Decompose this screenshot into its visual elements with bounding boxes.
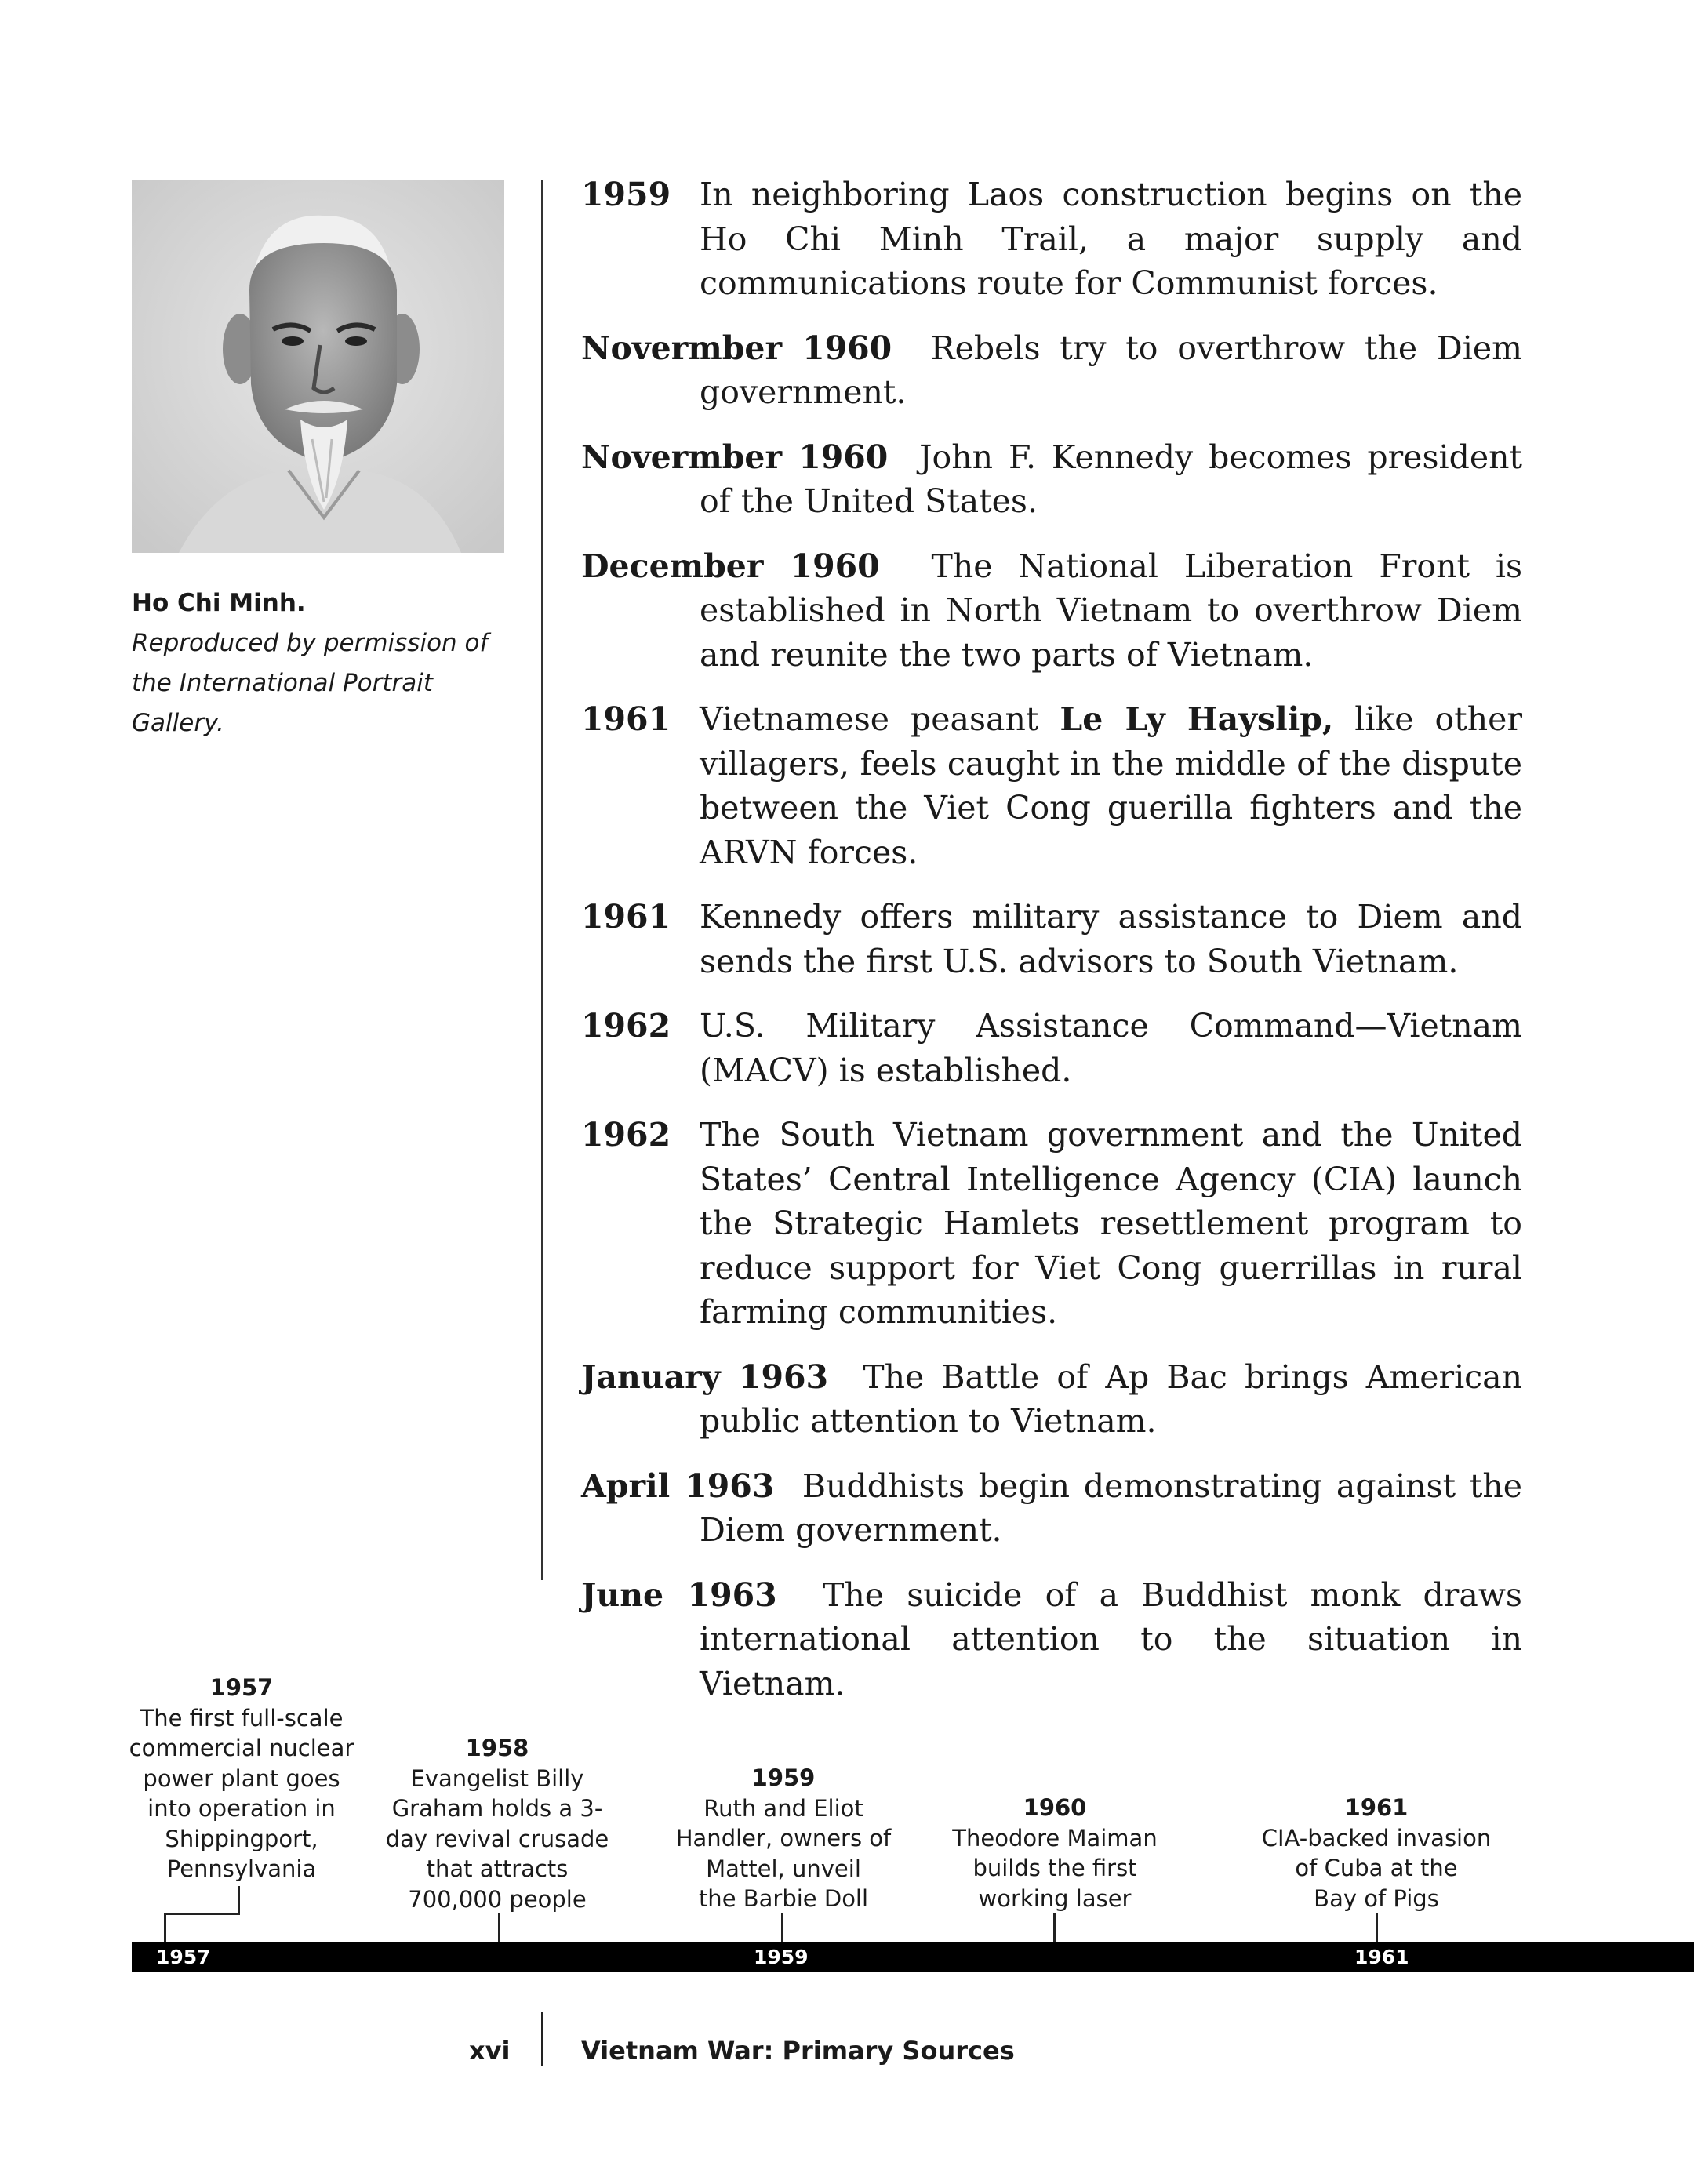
timeline-event-1958 xyxy=(380,1733,615,1914)
entry-date: January 1963 xyxy=(581,1357,829,1396)
timeline-event-line: Ruth and Eliot xyxy=(703,1794,863,1822)
entry-text: U.S. Military Assistance Command—Vietnam (MACV) is established. xyxy=(700,1007,1522,1089)
entry-date: June 1963 xyxy=(581,1575,777,1614)
entry-text: Buddhists begin demonstrating against the Diem government. xyxy=(700,1466,1522,1549)
timeline-event-line: Shippingport, xyxy=(165,1825,318,1852)
chronology-entry xyxy=(581,544,1522,678)
timeline-event-1960 xyxy=(937,1793,1172,1913)
chronology-entry xyxy=(581,697,1522,874)
timeline-event-line: working laser xyxy=(978,1884,1132,1912)
timeline-event-line: Theodore Maiman xyxy=(952,1824,1158,1851)
entry-text: Rebels try to overthrow the Diem government. xyxy=(700,329,1522,411)
chronology-entry xyxy=(581,1464,1522,1553)
timeline-event-line: Pennsylvania xyxy=(166,1855,317,1882)
timeline-event-line: Evangelist Billy xyxy=(410,1764,584,1792)
caption-title: Ho Chi Minh. xyxy=(132,589,306,617)
caption-credit-line: Reproduced by permission of xyxy=(132,629,489,657)
timeline-event-year: 1959 xyxy=(751,1764,816,1791)
footer-divider xyxy=(541,2012,543,2066)
entry-date: December 1960 xyxy=(581,547,880,585)
timeline-connector xyxy=(238,1886,240,1914)
chronology-entry xyxy=(581,173,1522,306)
timeline-event-year: 1960 xyxy=(1023,1794,1087,1821)
chronology-entry xyxy=(581,326,1522,415)
timeline-event-line: 700,000 people xyxy=(408,1885,587,1913)
entry-text xyxy=(700,697,1522,874)
timeline-bar xyxy=(132,1942,1694,1972)
timeline-tick xyxy=(164,1913,166,1942)
timeline-tick xyxy=(498,1913,500,1942)
entry-text-before: Vietnamese peasant xyxy=(700,700,1039,738)
chronology-entry xyxy=(581,1355,1522,1444)
ho-chi-minh-portrait xyxy=(132,180,504,553)
timeline-event-line: that attracts xyxy=(426,1855,569,1882)
entry-text: The South Vietnam government and the United States’ Central Intelligence Agency (CIA) launch the Strategic Hamlets resettlement program to reduce support for Viet Cong guerrillas in rural farming communities. xyxy=(700,1116,1522,1331)
entry-date: 1962 xyxy=(581,1116,671,1154)
entry-date: Novermber 1960 xyxy=(581,329,892,367)
timeline-event-year: 1958 xyxy=(465,1735,529,1761)
chronology-entry xyxy=(581,895,1522,983)
timeline-tick xyxy=(781,1913,783,1942)
timeline-event-line: power plant goes xyxy=(143,1764,340,1792)
entry-text: The suicide of a Buddhist monk draws international attention to the situation in Vietnam. xyxy=(700,1575,1522,1703)
chronology-entry xyxy=(581,1004,1522,1092)
timeline-event-line: day revival crusade xyxy=(385,1825,609,1852)
timeline-event-line: CIA-backed invasion xyxy=(1261,1824,1492,1851)
timeline-bar-label: 1961 xyxy=(1354,1946,1409,1968)
timeline-event-line: Handler, owners of xyxy=(675,1825,892,1851)
entry-person-name: Le Ly Hayslip, xyxy=(1060,700,1334,738)
entry-text: Kennedy offers military assistance to Diem and sends the first U.S. advisors to South Vietnam. xyxy=(700,898,1522,980)
chronology-entry xyxy=(581,1573,1522,1706)
timeline-event-1959 xyxy=(666,1763,901,1914)
entry-date: 1959 xyxy=(581,176,671,213)
entry-text: The Battle of Ap Bac brings American public attention to Vietnam. xyxy=(700,1357,1522,1440)
chronology-entry xyxy=(581,1113,1522,1335)
timeline-event-line: builds the first xyxy=(972,1855,1137,1881)
timeline-bar-label: 1957 xyxy=(156,1946,211,1968)
timeline-event-line: of Cuba at the xyxy=(1295,1855,1458,1881)
entry-date: April 1963 xyxy=(581,1466,775,1505)
timeline-event-line: commercial nuclear xyxy=(129,1735,354,1761)
timeline-event-year: 1961 xyxy=(1344,1794,1409,1821)
photo-caption xyxy=(132,583,500,743)
timeline-bar-label: 1959 xyxy=(754,1946,809,1968)
timeline-event-line: Graham holds a 3- xyxy=(391,1795,603,1822)
caption-credit-line: the International Portrait xyxy=(132,669,434,697)
timeline-event-1961 xyxy=(1251,1793,1502,1913)
entry-date: Novermber 1960 xyxy=(581,438,889,476)
chronology-list xyxy=(581,173,1522,1726)
timeline-event-1957 xyxy=(124,1673,359,1884)
timeline-event-line: Mattel, unveil xyxy=(706,1855,861,1882)
page-number: xvi xyxy=(469,2036,511,2066)
timeline-event-year: 1957 xyxy=(209,1674,274,1701)
book-title: Vietnam War: Primary Sources xyxy=(581,2036,1015,2066)
entry-date: 1961 xyxy=(581,898,671,936)
entry-text: John F. Kennedy becomes president of the United States. xyxy=(700,438,1522,520)
column-divider xyxy=(541,180,543,1580)
timeline-tick xyxy=(1376,1913,1378,1942)
entry-date: 1962 xyxy=(581,1007,671,1045)
entry-date: 1961 xyxy=(581,700,671,738)
chronology-entry xyxy=(581,435,1522,524)
entry-text: The National Liberation Front is established in North Vietnam to overthrow Diem and reunite the two parts of Vietnam. xyxy=(700,547,1523,674)
timeline-tick xyxy=(1053,1913,1056,1942)
timeline-connector xyxy=(164,1913,240,1915)
timeline-event-line: into operation in xyxy=(147,1795,336,1822)
timeline-event-line: The first full-scale xyxy=(140,1704,344,1732)
caption-credit-line: Gallery. xyxy=(132,709,224,737)
timeline-event-line: Bay of Pigs xyxy=(1314,1884,1439,1912)
timeline-event-line: the Barbie Doll xyxy=(698,1885,869,1912)
entry-text: In neighboring Laos construction begins on the Ho Chi Minh Trail, a major supply and communications route for Communist forces. xyxy=(700,176,1522,302)
entry-text-after: like other villagers, feels caught in the middle of the dispute between the Viet Cong guerilla fighters and the ARVN forces. xyxy=(700,700,1522,871)
